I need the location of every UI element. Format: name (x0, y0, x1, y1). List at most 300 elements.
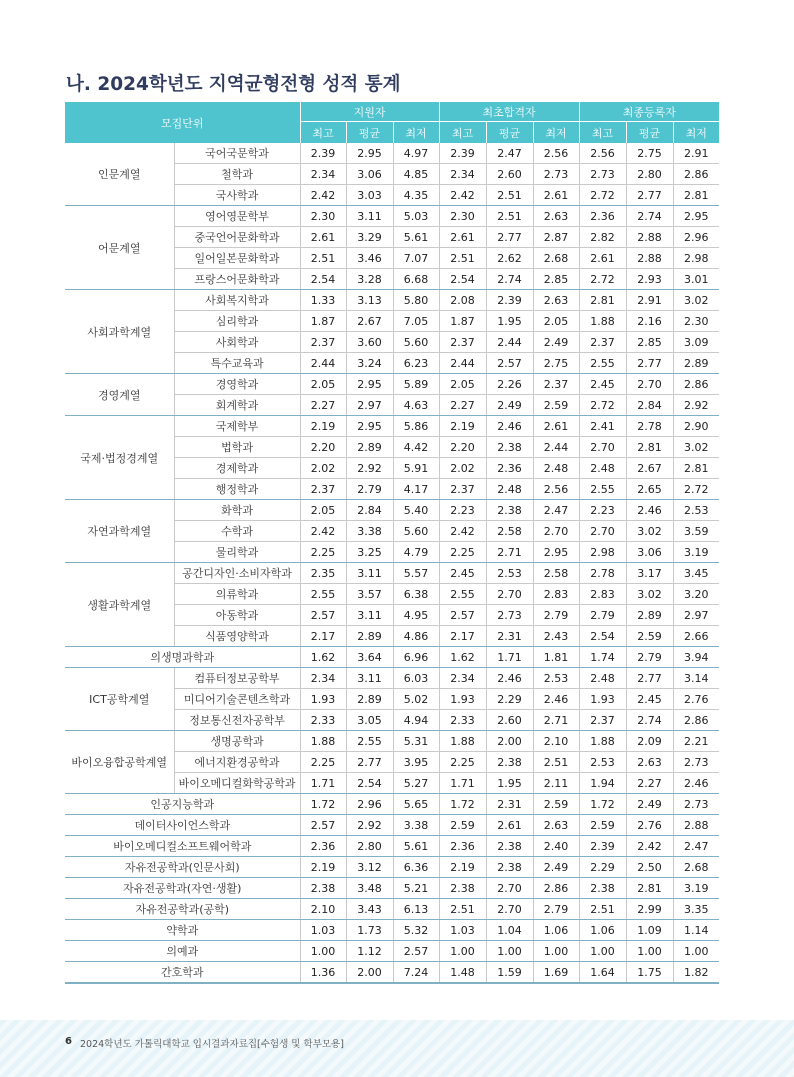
table-row (65, 815, 719, 836)
score-cell: 1.03 (439, 920, 486, 941)
score-cell: 3.45 (673, 563, 719, 584)
major-name: 컴퓨터정보공학부 (174, 668, 300, 689)
score-cell: 2.19 (300, 857, 346, 878)
table-row (65, 374, 719, 395)
score-cell: 2.86 (673, 164, 719, 185)
score-cell: 2.49 (533, 332, 579, 353)
score-cell: 1.94 (579, 773, 626, 794)
score-cell: 2.33 (439, 710, 486, 731)
score-cell: 2.77 (626, 668, 673, 689)
score-cell: 2.45 (626, 689, 673, 710)
score-cell: 2.57 (486, 353, 533, 374)
score-cell: 2.36 (300, 836, 346, 857)
score-cell: 2.89 (673, 353, 719, 374)
score-cell: 2.81 (673, 185, 719, 206)
major-name: 수학과 (174, 521, 300, 542)
score-cell: 2.85 (533, 269, 579, 290)
score-cell: 2.68 (533, 248, 579, 269)
score-cell: 3.20 (673, 584, 719, 605)
score-cell: 5.86 (393, 416, 439, 437)
score-cell: 6.13 (393, 899, 439, 920)
score-cell: 3.28 (346, 269, 393, 290)
group-name: 생활과학계열 (65, 563, 174, 647)
score-cell: 1.00 (579, 941, 626, 962)
score-cell: 2.76 (673, 689, 719, 710)
score-cell: 2.57 (300, 815, 346, 836)
score-cell: 2.79 (533, 605, 579, 626)
score-cell: 3.09 (673, 332, 719, 353)
score-cell: 2.98 (579, 542, 626, 563)
score-cell: 2.51 (486, 185, 533, 206)
score-cell: 2.37 (439, 479, 486, 500)
major-name: 경영학과 (174, 374, 300, 395)
score-cell: 2.38 (486, 857, 533, 878)
score-cell: 2.10 (533, 731, 579, 752)
score-cell: 2.63 (533, 290, 579, 311)
score-cell: 2.99 (626, 899, 673, 920)
score-cell: 2.25 (300, 542, 346, 563)
major-name: 프랑스어문화학과 (174, 269, 300, 290)
score-cell: 2.70 (626, 374, 673, 395)
score-cell: 2.39 (439, 143, 486, 164)
score-cell: 2.72 (579, 185, 626, 206)
group-name: 인문계열 (65, 143, 174, 206)
score-cell: 2.38 (486, 500, 533, 521)
score-cell: 1.87 (439, 311, 486, 332)
group-name: 국제·법정경계열 (65, 416, 174, 500)
score-cell: 2.17 (439, 626, 486, 647)
score-cell: 4.85 (393, 164, 439, 185)
major-name: 일어일본문화학과 (174, 248, 300, 269)
score-cell: 2.92 (673, 395, 719, 416)
score-cell: 3.60 (346, 332, 393, 353)
score-cell: 2.00 (346, 962, 393, 984)
score-cell: 2.72 (673, 479, 719, 500)
major-name: 미디어기술콘텐츠학과 (174, 689, 300, 710)
score-cell: 4.17 (393, 479, 439, 500)
score-cell: 2.73 (486, 605, 533, 626)
score-cell: 2.97 (673, 605, 719, 626)
score-cell: 2.37 (439, 332, 486, 353)
group-name: 사회과학계열 (65, 290, 174, 374)
score-cell: 2.73 (673, 794, 719, 815)
score-cell: 2.62 (486, 248, 533, 269)
header-group-applicants: 지원자 (300, 102, 439, 122)
score-cell: 2.30 (439, 206, 486, 227)
header-group-final-enrolled: 최종등록자 (579, 102, 719, 122)
score-cell: 2.34 (439, 164, 486, 185)
score-cell: 1.69 (533, 962, 579, 984)
score-cell: 2.57 (393, 941, 439, 962)
score-cell: 2.37 (533, 374, 579, 395)
score-cell: 2.59 (626, 626, 673, 647)
score-cell: 1.71 (486, 647, 533, 668)
score-cell: 2.23 (439, 500, 486, 521)
score-cell: 4.97 (393, 143, 439, 164)
score-cell: 2.56 (533, 479, 579, 500)
score-cell: 3.03 (346, 185, 393, 206)
score-cell: 3.46 (346, 248, 393, 269)
score-cell: 2.81 (579, 290, 626, 311)
score-cell: 4.63 (393, 395, 439, 416)
score-cell: 1.71 (300, 773, 346, 794)
table-row (65, 857, 719, 878)
score-cell: 3.02 (626, 584, 673, 605)
header-max: 최고 (300, 122, 346, 144)
table-row (65, 416, 719, 437)
score-cell: 1.33 (300, 290, 346, 311)
score-cell: 2.10 (300, 899, 346, 920)
score-cell: 3.17 (626, 563, 673, 584)
score-cell: 2.42 (300, 185, 346, 206)
score-cell: 2.05 (439, 374, 486, 395)
score-cell: 3.24 (346, 353, 393, 374)
score-cell: 2.53 (533, 668, 579, 689)
score-cell: 2.58 (486, 521, 533, 542)
unit-name: 약학과 (65, 920, 300, 941)
score-stats-table (65, 102, 719, 984)
score-cell: 1.04 (486, 920, 533, 941)
score-cell: 2.70 (533, 521, 579, 542)
score-cell: 2.58 (533, 563, 579, 584)
score-cell: 2.73 (673, 752, 719, 773)
score-cell: 2.54 (300, 269, 346, 290)
score-cell: 1.00 (673, 941, 719, 962)
score-cell: 2.81 (626, 437, 673, 458)
score-cell: 6.36 (393, 857, 439, 878)
table-body (65, 143, 719, 983)
score-cell: 2.63 (533, 815, 579, 836)
score-cell: 2.11 (533, 773, 579, 794)
score-cell: 3.19 (673, 878, 719, 899)
score-cell: 1.88 (439, 731, 486, 752)
major-name: 특수교육과 (174, 353, 300, 374)
page-title: 나. 2024학년도 지역균형전형 성적 통계 (66, 74, 401, 95)
score-cell: 2.43 (533, 626, 579, 647)
score-cell: 2.48 (579, 668, 626, 689)
table-row (65, 836, 719, 857)
score-cell: 2.25 (439, 542, 486, 563)
score-cell: 1.72 (300, 794, 346, 815)
score-cell: 2.73 (579, 164, 626, 185)
score-cell: 2.49 (626, 794, 673, 815)
score-cell: 2.93 (626, 269, 673, 290)
major-name: 물리학과 (174, 542, 300, 563)
score-cell: 2.80 (346, 836, 393, 857)
score-cell: 1.36 (300, 962, 346, 984)
score-cell: 2.89 (346, 626, 393, 647)
score-cell: 3.06 (346, 164, 393, 185)
score-cell: 2.80 (626, 164, 673, 185)
score-cell: 4.42 (393, 437, 439, 458)
score-cell: 2.46 (626, 500, 673, 521)
score-cell: 2.88 (626, 248, 673, 269)
score-cell: 2.86 (673, 374, 719, 395)
score-cell: 2.63 (626, 752, 673, 773)
score-cell: 1.64 (579, 962, 626, 984)
score-cell: 2.02 (439, 458, 486, 479)
score-cell: 1.00 (300, 941, 346, 962)
score-cell: 2.95 (346, 143, 393, 164)
score-cell: 3.14 (673, 668, 719, 689)
score-cell: 1.12 (346, 941, 393, 962)
unit-name: 자유전공학과(공학) (65, 899, 300, 920)
score-cell: 3.64 (346, 647, 393, 668)
score-cell: 2.61 (533, 185, 579, 206)
header-min: 최저 (533, 122, 579, 144)
score-cell: 2.27 (300, 395, 346, 416)
score-cell: 1.62 (439, 647, 486, 668)
score-cell: 3.02 (626, 521, 673, 542)
score-cell: 1.82 (673, 962, 719, 984)
score-cell: 2.79 (346, 479, 393, 500)
score-cell: 1.71 (439, 773, 486, 794)
score-cell: 5.27 (393, 773, 439, 794)
score-cell: 3.29 (346, 227, 393, 248)
score-cell: 3.02 (673, 437, 719, 458)
score-cell: 2.38 (579, 878, 626, 899)
table-row (65, 563, 719, 584)
score-cell: 2.91 (673, 143, 719, 164)
score-cell: 3.38 (393, 815, 439, 836)
unit-name: 인공지능학과 (65, 794, 300, 815)
score-cell: 5.02 (393, 689, 439, 710)
score-cell: 3.48 (346, 878, 393, 899)
major-name: 심리학과 (174, 311, 300, 332)
score-cell: 2.89 (346, 689, 393, 710)
score-cell: 2.36 (439, 836, 486, 857)
score-cell: 2.38 (486, 752, 533, 773)
table-row (65, 899, 719, 920)
major-name: 공간디자인·소비자학과 (174, 563, 300, 584)
score-cell: 2.84 (346, 500, 393, 521)
score-cell: 2.72 (579, 269, 626, 290)
score-cell: 4.94 (393, 710, 439, 731)
score-cell: 2.51 (486, 206, 533, 227)
score-cell: 2.31 (486, 626, 533, 647)
score-cell: 2.34 (439, 668, 486, 689)
score-cell: 5.60 (393, 332, 439, 353)
score-cell: 2.55 (579, 353, 626, 374)
score-cell: 2.36 (579, 206, 626, 227)
score-cell: 2.54 (439, 269, 486, 290)
unit-name: 의예과 (65, 941, 300, 962)
score-cell: 2.68 (673, 857, 719, 878)
unit-name: 바이오메디컬소프트웨어학과 (65, 836, 300, 857)
score-cell: 2.48 (486, 479, 533, 500)
score-cell: 3.05 (346, 710, 393, 731)
score-cell: 2.65 (626, 479, 673, 500)
score-cell: 2.83 (579, 584, 626, 605)
score-cell: 2.47 (533, 500, 579, 521)
score-cell: 2.60 (486, 710, 533, 731)
score-cell: 2.44 (486, 332, 533, 353)
score-cell: 2.21 (673, 731, 719, 752)
table-row (65, 731, 719, 752)
score-cell: 2.48 (533, 458, 579, 479)
score-cell: 2.73 (533, 164, 579, 185)
major-name: 바이오메디컬화학공학과 (174, 773, 300, 794)
score-cell: 2.59 (533, 395, 579, 416)
score-cell: 2.19 (439, 857, 486, 878)
score-cell: 3.11 (346, 605, 393, 626)
major-name: 사회복지학과 (174, 290, 300, 311)
group-name: 어문계열 (65, 206, 174, 290)
score-cell: 2.55 (346, 731, 393, 752)
score-cell: 1.09 (626, 920, 673, 941)
score-cell: 2.51 (579, 899, 626, 920)
score-cell: 3.57 (346, 584, 393, 605)
score-cell: 2.44 (300, 353, 346, 374)
score-cell: 2.08 (439, 290, 486, 311)
score-cell: 2.54 (579, 626, 626, 647)
score-cell: 5.40 (393, 500, 439, 521)
table-row (65, 143, 719, 164)
score-cell: 2.74 (486, 269, 533, 290)
score-cell: 2.44 (533, 437, 579, 458)
score-cell: 2.83 (533, 584, 579, 605)
score-cell: 2.67 (346, 311, 393, 332)
score-cell: 5.61 (393, 836, 439, 857)
score-cell: 2.55 (300, 584, 346, 605)
score-cell: 2.36 (486, 458, 533, 479)
score-cell: 1.81 (533, 647, 579, 668)
score-cell: 2.47 (486, 143, 533, 164)
header-min: 최저 (393, 122, 439, 144)
score-cell: 2.27 (626, 773, 673, 794)
score-cell: 4.79 (393, 542, 439, 563)
score-cell: 1.00 (439, 941, 486, 962)
table-row (65, 206, 719, 227)
score-cell: 2.53 (673, 500, 719, 521)
score-cell: 2.49 (533, 857, 579, 878)
score-cell: 5.91 (393, 458, 439, 479)
score-cell: 6.03 (393, 668, 439, 689)
score-cell: 2.84 (626, 395, 673, 416)
score-cell: 2.97 (346, 395, 393, 416)
score-cell: 2.38 (300, 878, 346, 899)
score-cell: 2.57 (439, 605, 486, 626)
score-cell: 2.48 (579, 458, 626, 479)
score-cell: 2.86 (673, 710, 719, 731)
score-cell: 2.45 (579, 374, 626, 395)
score-cell: 2.61 (579, 248, 626, 269)
group-name: 바이오융합공학계열 (65, 731, 174, 794)
score-cell: 2.42 (626, 836, 673, 857)
score-cell: 1.93 (300, 689, 346, 710)
score-cell: 2.51 (300, 248, 346, 269)
score-cell: 2.20 (300, 437, 346, 458)
score-cell: 2.17 (300, 626, 346, 647)
score-cell: 2.35 (300, 563, 346, 584)
score-cell: 2.70 (579, 521, 626, 542)
table-row (65, 290, 719, 311)
score-cell: 2.19 (439, 416, 486, 437)
score-cell: 2.19 (300, 416, 346, 437)
score-cell: 3.38 (346, 521, 393, 542)
header-avg: 평균 (626, 122, 673, 144)
score-cell: 2.75 (626, 143, 673, 164)
score-cell: 2.56 (533, 143, 579, 164)
group-name: 자연과학계열 (65, 500, 174, 563)
score-cell: 2.53 (486, 563, 533, 584)
score-cell: 1.88 (300, 731, 346, 752)
score-cell: 2.55 (439, 584, 486, 605)
score-cell: 1.48 (439, 962, 486, 984)
score-cell: 2.37 (579, 332, 626, 353)
score-cell: 3.13 (346, 290, 393, 311)
score-cell: 2.56 (579, 143, 626, 164)
score-cell: 2.59 (533, 794, 579, 815)
score-cell: 4.86 (393, 626, 439, 647)
score-cell: 2.34 (300, 164, 346, 185)
score-cell: 1.62 (300, 647, 346, 668)
score-cell: 2.41 (579, 416, 626, 437)
score-cell: 2.71 (533, 710, 579, 731)
score-cell: 1.00 (626, 941, 673, 962)
score-cell: 2.50 (626, 857, 673, 878)
major-name: 식품영양학과 (174, 626, 300, 647)
major-name: 행정학과 (174, 479, 300, 500)
score-cell: 2.42 (439, 521, 486, 542)
score-cell: 3.19 (673, 542, 719, 563)
header-group-initial-admits: 최초합격자 (439, 102, 579, 122)
major-name: 화학과 (174, 500, 300, 521)
table-row (65, 941, 719, 962)
score-cell: 2.61 (486, 815, 533, 836)
footer-text: 2024학년도 가톨릭대학교 입시결과자료집[수험생 및 학부모용] (80, 1039, 344, 1050)
score-cell: 2.77 (346, 752, 393, 773)
score-cell: 3.95 (393, 752, 439, 773)
score-cell: 2.23 (579, 500, 626, 521)
major-name: 영어영문학부 (174, 206, 300, 227)
score-cell: 5.03 (393, 206, 439, 227)
score-cell: 2.05 (300, 374, 346, 395)
major-name: 법학과 (174, 437, 300, 458)
score-cell: 5.57 (393, 563, 439, 584)
score-cell: 2.74 (626, 206, 673, 227)
score-cell: 2.75 (533, 353, 579, 374)
score-cell: 5.21 (393, 878, 439, 899)
score-cell: 1.00 (486, 941, 533, 962)
score-cell: 2.70 (486, 584, 533, 605)
score-cell: 2.38 (439, 878, 486, 899)
score-cell: 1.95 (486, 773, 533, 794)
score-cell: 2.61 (300, 227, 346, 248)
score-cell: 1.74 (579, 647, 626, 668)
score-cell: 2.02 (300, 458, 346, 479)
score-cell: 6.96 (393, 647, 439, 668)
table-row (65, 794, 719, 815)
score-cell: 2.27 (439, 395, 486, 416)
major-name: 정보통신전자공학부 (174, 710, 300, 731)
score-cell: 2.88 (626, 227, 673, 248)
score-cell: 1.72 (439, 794, 486, 815)
score-cell: 3.94 (673, 647, 719, 668)
score-cell: 1.93 (439, 689, 486, 710)
score-cell: 2.98 (673, 248, 719, 269)
table-row (65, 878, 719, 899)
score-cell: 4.95 (393, 605, 439, 626)
score-cell: 2.72 (579, 395, 626, 416)
major-name: 국사학과 (174, 185, 300, 206)
score-cell: 3.25 (346, 542, 393, 563)
score-cell: 2.09 (626, 731, 673, 752)
score-cell: 2.49 (486, 395, 533, 416)
score-cell: 2.74 (626, 710, 673, 731)
major-name: 중국언어문화학과 (174, 227, 300, 248)
major-name: 국어국문학과 (174, 143, 300, 164)
